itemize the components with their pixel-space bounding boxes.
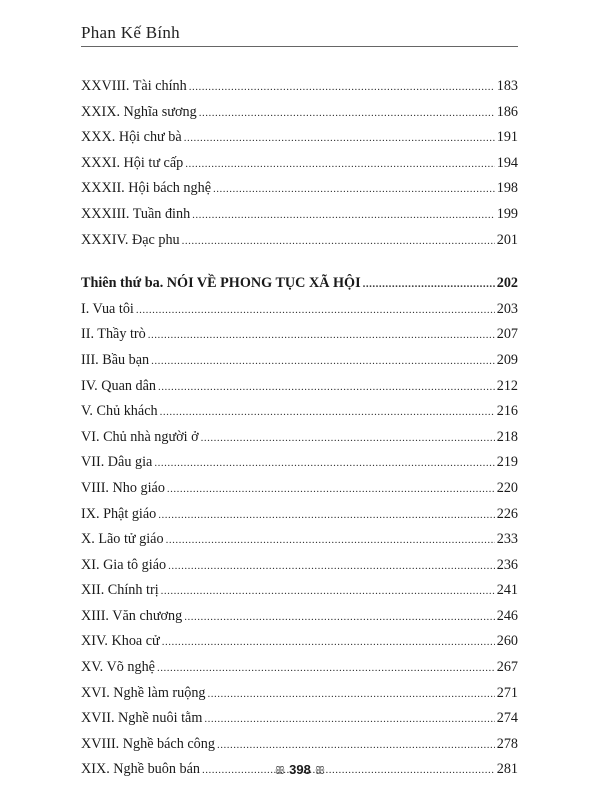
toc-entry-page-number: 233 — [496, 531, 518, 548]
toc-entry-page-number: 199 — [496, 205, 518, 222]
toc-entry-page-number: 194 — [496, 154, 518, 171]
toc-entry-page-number: 278 — [496, 735, 518, 752]
toc-entry-page-number: 219 — [496, 454, 518, 471]
toc-entry-title: XVIII. Nghề bách công — [81, 735, 215, 752]
page-footer — [0, 762, 600, 779]
toc-entry-page-number: 267 — [496, 659, 518, 676]
toc-entry — [81, 502, 518, 528]
dot-leader — [158, 503, 494, 529]
dot-leader — [167, 477, 495, 503]
dot-leader — [161, 579, 495, 605]
dot-leader — [184, 605, 495, 631]
toc-entry — [81, 527, 518, 553]
toc-entry-page-number: 241 — [496, 582, 518, 599]
toc-entry-page-number: 212 — [496, 377, 518, 394]
ornament-left-icon: ꕥ — [274, 765, 286, 777]
toc-entry-title: XII. Chính trị — [81, 582, 159, 599]
table-of-contents — [81, 74, 518, 783]
toc-entry-title: V. Chủ khách — [81, 403, 158, 420]
toc-entry-title: XXVIII. Tài chính — [81, 78, 187, 94]
toc-entry-page-number: 271 — [496, 684, 518, 701]
toc-entry-page-number: 216 — [496, 403, 518, 420]
dot-leader — [208, 682, 495, 708]
toc-entry-title: X. Lão tử giáo — [81, 531, 164, 548]
toc-entry-page-number: 203 — [496, 300, 518, 317]
dot-leader — [363, 272, 495, 298]
dot-leader — [189, 75, 495, 101]
toc-entry-title: XIII. Văn chương — [81, 607, 183, 624]
toc-entry — [81, 297, 518, 323]
toc-list-after — [81, 297, 518, 783]
toc-entry — [81, 476, 518, 502]
dot-leader — [199, 101, 495, 127]
toc-entry — [81, 450, 518, 476]
toc-entry — [81, 681, 518, 707]
toc-entry — [81, 322, 518, 348]
toc-entry — [81, 425, 518, 451]
toc-entry-title: VIII. Nho giáo — [81, 479, 165, 496]
toc-entry-title: XIV. Khoa cử — [81, 633, 160, 650]
toc-entry-title: XVII. Nghề nuôi tằm — [81, 710, 203, 727]
toc-entry — [81, 655, 518, 681]
toc-entry-title: VI. Chủ nhà người ở — [81, 428, 199, 445]
toc-entry — [81, 151, 518, 177]
ornament-right-icon: ꕥ — [314, 765, 326, 777]
toc-entry — [81, 553, 518, 579]
toc-entry-title: IV. Quan dân — [81, 377, 156, 394]
dot-leader — [204, 707, 494, 733]
toc-entry-page-number: 274 — [496, 710, 518, 727]
toc-entry-title: XIX. Nghề buôn bán — [81, 761, 200, 778]
toc-entry — [81, 202, 518, 228]
toc-entry-title: I. Vua tôi — [81, 300, 134, 317]
dot-leader — [158, 375, 495, 401]
toc-entry — [81, 228, 518, 254]
dot-leader — [160, 400, 495, 426]
page-header — [81, 22, 518, 47]
dot-leader — [136, 298, 495, 324]
dot-leader — [192, 203, 495, 229]
section-gap — [81, 253, 518, 271]
dot-leader — [154, 451, 494, 477]
toc-entry — [81, 74, 518, 100]
dot-leader — [162, 630, 495, 656]
toc-entry-page-number: 220 — [496, 479, 518, 496]
dot-leader — [213, 177, 495, 203]
section-page-number: 202 — [496, 275, 518, 292]
section-title — [81, 271, 361, 297]
toc-entry-page-number: 260 — [496, 633, 518, 650]
dot-leader — [148, 323, 495, 349]
toc-entry-title: XI. Gia tô giáo — [81, 556, 167, 573]
toc-entry-title: XXXIV. Đạc phu — [81, 231, 180, 248]
toc-entry-page-number: 218 — [496, 428, 518, 445]
dot-leader — [217, 733, 495, 759]
toc-entry — [81, 629, 518, 655]
toc-entry-title: II. Thầy trò — [81, 326, 146, 343]
toc-entry-title: VII. Dâu gia — [81, 454, 153, 471]
dot-leader — [168, 554, 495, 580]
toc-list-before — [81, 74, 518, 253]
toc-entry-page-number: 191 — [496, 129, 518, 146]
dot-leader — [182, 229, 495, 255]
toc-entry-title: XXIX. Nghĩa sương — [81, 103, 197, 120]
toc-entry — [81, 578, 518, 604]
toc-entry-page-number: 201 — [496, 231, 518, 248]
toc-entry — [81, 348, 518, 374]
toc-entry-title: XXXIII. Tuần đinh — [81, 205, 191, 222]
toc-entry-page-number: 198 — [496, 180, 518, 197]
section-prefix: Thiên thứ ba. — [81, 275, 164, 292]
toc-entry — [81, 100, 518, 126]
toc-entry-page-number: 183 — [496, 78, 518, 94]
toc-entry-page-number: 236 — [496, 556, 518, 573]
toc-entry — [81, 604, 518, 630]
toc-entry — [81, 732, 518, 758]
toc-entry — [81, 706, 518, 732]
toc-entry-title: XVI. Nghề làm ruộng — [81, 684, 206, 701]
toc-entry-title: IX. Phật giáo — [81, 505, 157, 522]
toc-section-heading — [81, 271, 518, 297]
header-rule — [81, 46, 518, 47]
toc-entry-page-number: 281 — [496, 761, 518, 778]
toc-entry-title: XV. Võ nghệ — [81, 659, 155, 676]
toc-entry-title: XXXII. Hội bách nghệ — [81, 180, 212, 197]
toc-entry-title: XXX. Hội chư bà — [81, 129, 182, 146]
toc-entry-page-number: 186 — [496, 103, 518, 120]
toc-entry-page-number: 226 — [496, 505, 518, 522]
page-number: 398 — [289, 762, 311, 777]
running-header-author: Phan Kế Bính — [81, 23, 180, 42]
dot-leader — [151, 349, 495, 375]
section-name: NÓI VỀ PHONG TỤC XÃ HỘI — [166, 275, 361, 292]
toc-entry — [81, 399, 518, 425]
dot-leader — [184, 126, 495, 152]
dot-leader — [166, 528, 495, 554]
dot-leader — [157, 656, 495, 682]
toc-entry — [81, 176, 518, 202]
toc-entry-title: XXXI. Hội tư cấp — [81, 154, 184, 171]
toc-entry-page-number: 209 — [496, 351, 518, 368]
dot-leader — [185, 152, 494, 178]
toc-entry-page-number: 246 — [496, 607, 518, 624]
dot-leader — [201, 426, 495, 452]
toc-entry-page-number: 207 — [496, 326, 518, 343]
toc-entry — [81, 125, 518, 151]
toc-entry — [81, 374, 518, 400]
toc-entry-title: III. Bầu bạn — [81, 351, 150, 368]
